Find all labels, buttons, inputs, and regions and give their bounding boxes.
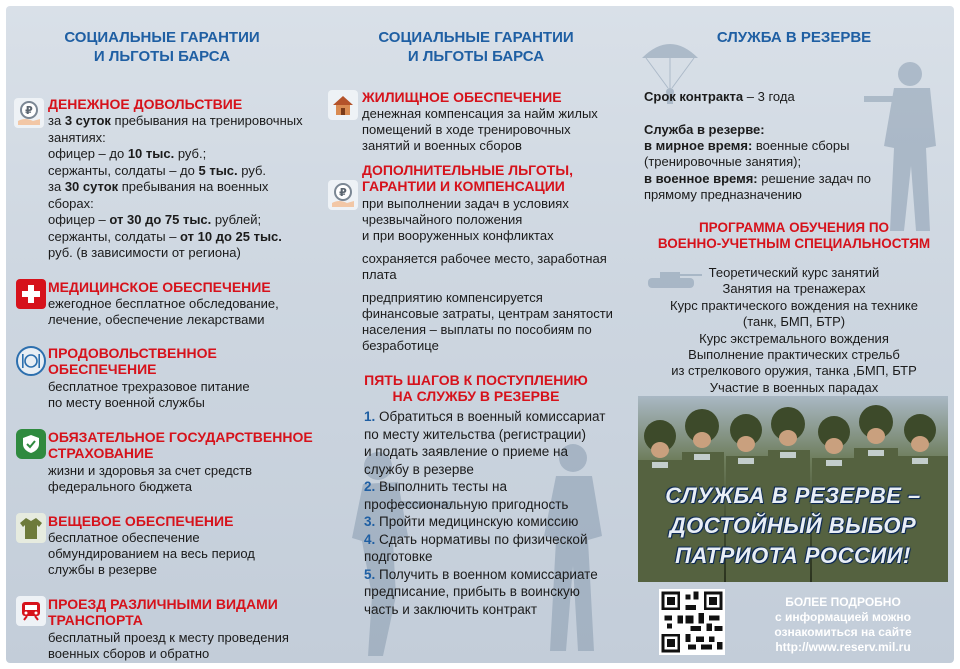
column-heading — [318, 28, 634, 66]
money-line: сборах: — [48, 195, 94, 211]
step-line: профессиональную пригодность — [364, 496, 569, 512]
more-line: ознакомиться на сайте — [774, 625, 912, 639]
column-benefits-2 — [318, 6, 634, 663]
column-reserve — [634, 6, 954, 663]
section-title-program — [634, 220, 954, 252]
banner-line: ПАТРИОТА РОССИИ! — [675, 543, 911, 568]
title-line: ДОПОЛНИТЕЛЬНЫЕ ЛЬГОТЫ, — [362, 162, 573, 178]
war-label: в военное время: — [644, 171, 758, 186]
money-line: офицер – от 30 до 75 тыс. рублей; — [48, 212, 262, 227]
housing-line: занятий и военных сборов — [362, 138, 522, 153]
extra-line: плата — [362, 267, 397, 282]
food-line: по месту военной службы — [48, 395, 205, 410]
medical-line: лечение, обеспечение лекарствами — [48, 312, 265, 327]
heading-line: СОЦИАЛЬНЫЕ ГАРАНТИИ — [378, 29, 574, 46]
title-line: ПРОЕЗД РАЗЛИЧНЫМИ ВИДАМИ — [48, 596, 278, 612]
title-line: ПЯТЬ ШАГОВ К ПОСТУПЛЕНИЮ — [364, 372, 588, 388]
banner-line: СЛУЖБА В РЕЗЕРВЕ – — [665, 483, 921, 508]
medical-cross-icon — [16, 279, 46, 309]
step-line: часть и заключить контракт — [364, 601, 538, 617]
peace-label: в мирное время: — [644, 138, 753, 153]
extra-line: сохраняется рабочее место, заработная — [362, 251, 607, 266]
soldier-silhouette-graphic — [864, 56, 954, 236]
title-line: ГАРАНТИИ И КОМПЕНСАЦИИ — [362, 178, 565, 194]
step-number: 5. — [364, 566, 380, 582]
title-line: ВОЕННО-УЧЕТНЫМ СПЕЦИАЛЬНОСТЯМ — [657, 236, 931, 251]
title-line: ОБЯЗАТЕЛЬНОЕ ГОСУДАРСТВЕННОЕ — [48, 429, 313, 445]
site-link[interactable]: http://www.reserv.mil.ru — [775, 640, 911, 654]
section-title-insurance — [48, 429, 313, 461]
money-line: сержанты, солдаты – от 10 до 25 тыс. — [48, 228, 282, 244]
service-war — [644, 171, 871, 187]
house-icon — [328, 90, 358, 120]
extra-line: при выполнении задач в условиях — [362, 196, 569, 211]
program-line: Теоретический курс занятий — [708, 265, 880, 280]
column-heading: СЛУЖБА В РЕЗЕРВЕ — [716, 29, 872, 46]
clothing-line: службы в резерве — [48, 562, 157, 577]
section-title-food — [48, 345, 217, 377]
money-line: офицер – до 10 тыс. руб.; — [48, 146, 207, 161]
housing-line: помещений в ходе тренировочных — [362, 122, 571, 137]
title-line: ОБЕСПЕЧЕНИЕ — [48, 361, 157, 377]
housing-line: денежная компенсация за найм жилых — [362, 106, 598, 121]
brochure-page — [6, 6, 954, 663]
contract-label: Срок контракта — [644, 89, 744, 104]
step-line: 2. Выполнить тесты на — [364, 479, 507, 494]
column-benefits-1 — [6, 6, 318, 663]
money-line: руб. (в зависимости от региона) — [48, 245, 241, 260]
more-info — [738, 595, 948, 655]
ruble-coin-icon — [14, 98, 44, 128]
service-peace-2: (тренировочные занятия); — [644, 154, 802, 169]
section-title-housing: ЖИЛИЩНОЕ ОБЕСПЕЧЕНИЕ — [362, 89, 562, 105]
war-text: решение задач по — [757, 171, 871, 186]
service-war-2: прямому предназначению — [644, 187, 802, 202]
title-line: ТРАНСПОРТА — [48, 612, 143, 628]
program-line: Курс экстремального вождения — [699, 330, 889, 346]
title-line: ПРОДОВОЛЬСТВЕННОЕ — [48, 345, 217, 361]
extra-line: и при вооруженных конфликтах — [362, 228, 554, 243]
money-line: за 3 суток пребывания на тренировочных — [48, 113, 303, 128]
plate-cutlery-icon — [16, 346, 46, 376]
money-line: за 30 суток пребывания на военных — [48, 179, 269, 194]
money-line: занятиях: — [48, 129, 106, 145]
title-line: НА СЛУЖБУ В РЕЗЕРВЕ — [392, 388, 560, 404]
contract-term — [644, 89, 795, 105]
clothing-line: бесплатное обеспечение — [48, 530, 200, 545]
step-number: 4. — [364, 531, 380, 547]
ruble-coin-icon — [328, 180, 358, 210]
more-line: с информацией можно — [775, 610, 911, 624]
banner-line: ДОСТОЙНЫЙ ВЫБОР — [669, 513, 917, 538]
heading-line: И ЛЬГОТЫ БАРСА — [93, 48, 231, 65]
transport-line: военных сборов и обратно — [48, 646, 210, 661]
section-title-steps — [318, 372, 634, 404]
program-line: Выполнение практических стрельб — [688, 347, 900, 362]
extra-line: финансовые затраты, центрам занятости — [362, 306, 613, 321]
step-number: 2. — [364, 479, 380, 494]
insurance-line: федерального бюджета — [48, 479, 193, 494]
heading-line: И ЛЬГОТЫ БАРСА — [407, 48, 545, 65]
step-line: 1. Обратиться в военный комиссариат — [364, 409, 606, 424]
step-line: 4. Сдать нормативы по физической — [364, 531, 588, 547]
contract-value: – 3 года — [743, 89, 795, 104]
service-peace — [644, 138, 849, 154]
money-line: сержанты, солдаты – до 5 тыс. руб. — [48, 162, 267, 178]
medical-line: ежегодное бесплатное обследование, — [48, 296, 279, 311]
title-line: СТРАХОВАНИЕ — [48, 445, 154, 461]
step-line: 3. Пройти медицинскую комиссию — [364, 514, 579, 529]
program-line: Участие в военных парадах — [709, 379, 879, 395]
extra-line: населения – выплаты по пособиям по — [362, 322, 592, 337]
program-line: (танк, БМП, БТР) — [742, 314, 846, 330]
service-label: Служба в резерве: — [644, 122, 765, 137]
extra-line: безработице — [362, 338, 439, 353]
transport-line: бесплатный проезд к месту проведения — [48, 630, 289, 645]
insurance-line: жизни и здоровья за счет средств — [48, 463, 253, 478]
program-line: Занятия на тренажерах — [722, 281, 866, 297]
train-icon — [16, 596, 46, 626]
title-line: ПРОГРАММА ОБУЧЕНИЯ ПО — [698, 220, 890, 235]
step-number: 1. — [364, 409, 380, 424]
step-line: подготовке — [364, 549, 433, 564]
program-line: из стрелкового оружия, танка ,БМП, БТР — [671, 363, 917, 379]
food-line: бесплатное трехразовое питание — [48, 379, 250, 394]
soldiers-photo — [638, 396, 948, 582]
step-line: по месту жительства (регистрации) — [364, 426, 586, 442]
section-title-medical: МЕДИЦИНСКОЕ ОБЕСПЕЧЕНИЕ — [48, 279, 271, 295]
section-title-transport — [48, 596, 278, 628]
step-number: 3. — [364, 514, 380, 529]
step-line: предписание, прибыть в воинскую — [364, 584, 580, 599]
section-title-money: ДЕНЕЖНОЕ ДОВОЛЬСТВИЕ — [48, 96, 243, 112]
svg-text:₽: ₽ — [339, 186, 347, 199]
extra-line: чрезвычайного положения — [362, 212, 523, 227]
heading-line: СОЦИАЛЬНЫЕ ГАРАНТИИ — [64, 29, 260, 46]
svg-text:₽: ₽ — [25, 104, 33, 117]
more-line: БОЛЕЕ ПОДРОБНО — [785, 595, 901, 609]
extra-line: предприятию компенсируется — [362, 290, 543, 305]
uniform-jacket-icon — [16, 513, 46, 543]
column-heading — [6, 28, 318, 66]
section-title-extra — [362, 162, 573, 194]
step-line: и подать заявление о приеме на — [364, 444, 569, 459]
qr-code-icon[interactable] — [659, 589, 725, 655]
peace-text: военные сборы — [752, 138, 850, 153]
shield-check-icon — [16, 429, 46, 459]
clothing-line: обмундированием на весь период — [48, 546, 255, 561]
step-line: 5. Получить в военном комиссариате — [364, 566, 598, 582]
section-title-clothing: ВЕЩЕВОЕ ОБЕСПЕЧЕНИЕ — [48, 513, 234, 529]
program-line: Курс практического вождения на технике — [670, 297, 918, 313]
step-line: службу в резерве — [364, 461, 474, 477]
